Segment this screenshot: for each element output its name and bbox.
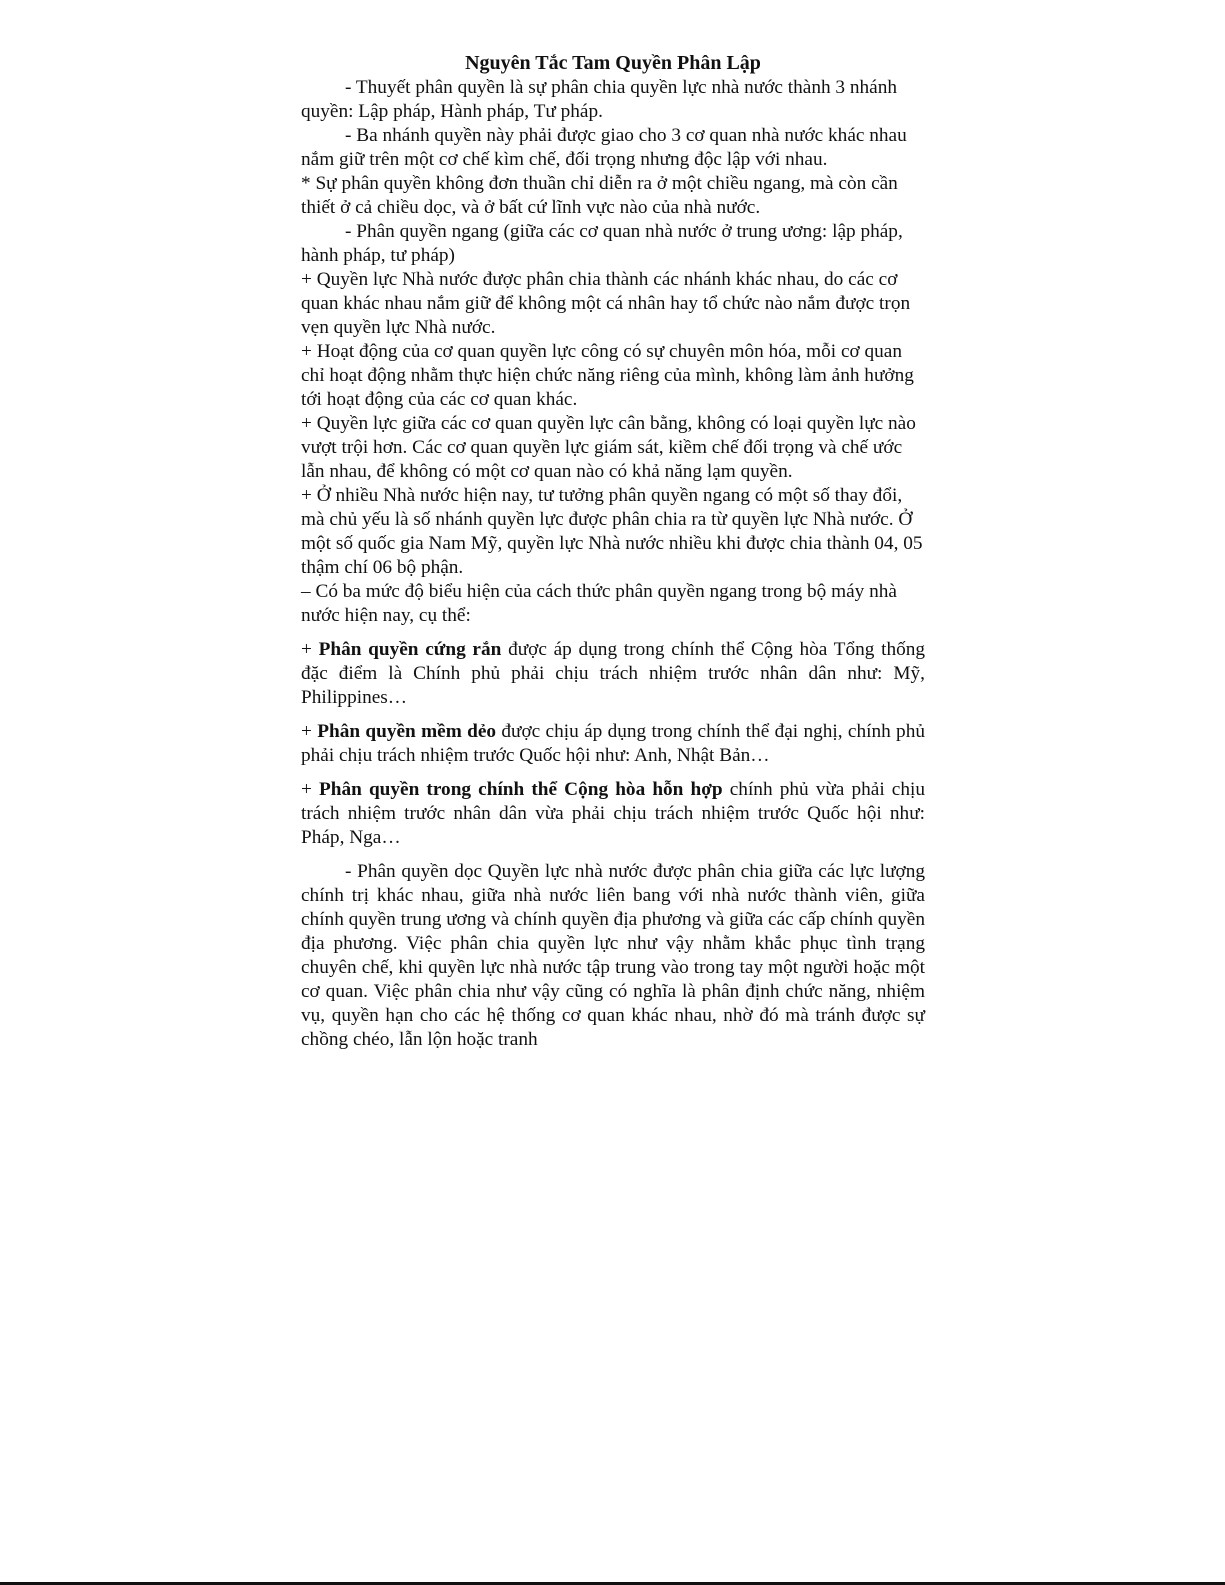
- text-flexible-separation: được chịu áp dụng trong chính thể đại nghị, chính phủ phải chịu trách nhiệm trước Quốc hội như: Anh, Nhật Bản…: [301, 721, 925, 766]
- term-rigid-separation: Phân quyền cứng rắn: [318, 639, 502, 660]
- list-marker: +: [301, 721, 318, 742]
- paragraph-three-levels: – Có ba mức độ biểu hiện của cách thức phân quyền ngang trong bộ máy nhà nước hiện nay, cụ thể:: [301, 581, 897, 626]
- document-title: Nguyên Tắc Tam Quyền Phân Lập: [465, 52, 761, 74]
- paragraph-flexible-separation: [301, 720, 925, 768]
- text-mixed-republic: chính phủ vừa phải chịu trách nhiệm trước nhân dân vừa phải chịu trách nhiệm trước Quốc hội như: Pháp, Nga…: [301, 779, 925, 848]
- paragraph-mixed-republic: [301, 778, 925, 850]
- text-rigid-separation: được áp dụng trong chính thể Cộng hòa Tổng thống đặc điểm là Chính phủ phải chịu trách nhiệm trước nhân dân như: Mỹ, Philippines…: [301, 639, 926, 708]
- term-flexible-separation: Phân quyền mềm dẻo: [317, 721, 497, 742]
- document-body: [301, 50, 925, 1052]
- paragraph-three-agencies: - Ba nhánh quyền này phải được giao cho 3 cơ quan nhà nước khác nhau nắm giữ trên một cơ chế kìm chế, đối trọng nhưng độc lập với nhau.: [301, 125, 907, 170]
- list-marker: +: [301, 779, 319, 800]
- paragraph-branches: + Quyền lực Nhà nước được phân chia thành các nhánh khác nhau, do các cơ quan khác nhau nắm giữ để không một cá nhân hay tổ chức nào nắm được trọn vẹn quyền lực Nhà nước.: [301, 269, 911, 338]
- paragraph-rigid-separation: [301, 638, 925, 710]
- list-marker: +: [301, 639, 319, 660]
- term-mixed-republic: Phân quyền trong chính thể Cộng hòa hỗn hợp: [318, 779, 723, 800]
- paragraph-vertical-horizontal: * Sự phân quyền không đơn thuần chỉ diễn ra ở một chiều ngang, mà còn cần thiết ở cả chiều dọc, và ở bất cứ lĩnh vực nào của nhà nước.: [301, 173, 898, 218]
- paragraph-modern-states: + Ở nhiều Nhà nước hiện nay, tư tưởng phân quyền ngang có một số thay đổi, mà chủ yếu là số nhánh quyền lực được phân chia ra từ quyền lực Nhà nước. Ở một số quốc gia Nam Mỹ, quyền lực Nhà nước nhiều khi được chia thành 04, 05 thậm chí 06 bộ phận.: [301, 485, 923, 578]
- paragraph-vertical-separation: - Phân quyền dọc Quyền lực nhà nước được phân chia giữa các lực lượng chính trị khác nhau, giữa nhà nước liên bang với nhà nước thành viên, giữa chính quyền trung ương và chính quyền địa phương và giữa các cấp chính quyền địa phương. Việc phân chia quyền lực như vậy nhằm khắc phục tình trạng chuyên chế, khi quyền lực nhà nước tập trung vào trong tay một người hoặc một cơ quan. Việc phân chia như vậy cũng có nghĩa là phân định chức năng, nhiệm vụ, quyền hạn cho các hệ thống cơ quan khác nhau, nhờ đó mà tránh được sự chồng chéo, lẫn lộn hoặc tranh: [301, 861, 925, 1050]
- paragraph-balance: + Quyền lực giữa các cơ quan quyền lực cân bằng, không có loại quyền lực nào vượt trội hơn. Các cơ quan quyền lực giám sát, kiềm chế đối trọng và chế ước lẫn nhau, để không có một cơ quan nào có khả năng lạm quyền.: [301, 413, 916, 482]
- paragraph-horizontal-separation: - Phân quyền ngang (giữa các cơ quan nhà nước ở trung ương: lập pháp, hành pháp, tư pháp): [301, 221, 903, 266]
- paragraph-definition: - Thuyết phân quyền là sự phân chia quyền lực nhà nước thành 3 nhánh quyền: Lập pháp, Hành pháp, Tư pháp.: [301, 77, 898, 122]
- paragraph-specialization: + Hoạt động của cơ quan quyền lực công có sự chuyên môn hóa, mỗi cơ quan chỉ hoạt động nhằm thực hiện chức năng riêng của mình, không làm ảnh hưởng tới hoạt động của các cơ quan khác.: [301, 341, 914, 410]
